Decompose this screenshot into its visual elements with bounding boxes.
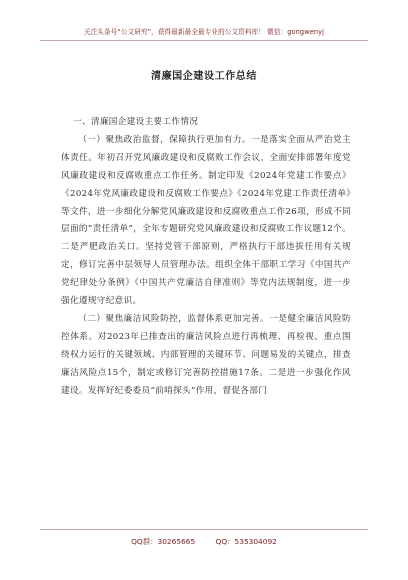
footer (0, 536, 408, 547)
document-body (61, 114, 351, 401)
footer-qq: QQ：535304092 (215, 537, 277, 546)
paragraph-1: （一）聚焦政治监督，保障执行更加有力。一是落实全面从严治党主体责任。年初召开党风廉政建设和反腐败工作会议，全面安排部署年度党风廉政建设和反腐败重点工作任务。制定印发《2024年党建工作要点》《2024年党风廉政建设和反腐败工作要点》《2024年党建工作责任清单》等文件，进一步细化分解党风廉政建设和反腐败重点工作26项，形成不同层面的“责任清单”，全年专题研究党风廉政建设和反腐败工作议题12个。二是严肥政治关口。坚持党管干部原则，严格执行干部违拔任用有关规定，修订完善中层领导人员管理办法。组织全体干部职工学习《中国共产党纪律处分条例》《中国共产党廉洁自律准则》等党内法规制度，进一步强化遵规守纪意识。 (61, 134, 351, 307)
footer-divider (40, 529, 368, 530)
header-note: 关注头条号“公文研究”，获得最新最全最专业的公文资料库！ 微信：gongwenyj (83, 28, 325, 36)
paragraph-2: （二）聚焦廉洁风险防控，监督体系更加完善。一是健全廉洁风险防控体系。对2023年已排查出的廉洁风险点进行再梳理、再检视，重点围绕权力运行的关键领域、内部管理的关键环节、问题易发的关键点，排查廉洁风险点15个，制定或修订完善防控措施17条。二是进一步强化作风建设。发挥好纪委委员“前哨探头”作用，督促各部门 (61, 313, 351, 396)
document-title: 清廉国企建设工作总结 (151, 71, 257, 82)
footer-qq-group: QQ群：30265665 (131, 537, 196, 546)
header-divider (40, 40, 368, 41)
section-heading: 一、清廉国企建设主要工作情况 (73, 117, 199, 127)
